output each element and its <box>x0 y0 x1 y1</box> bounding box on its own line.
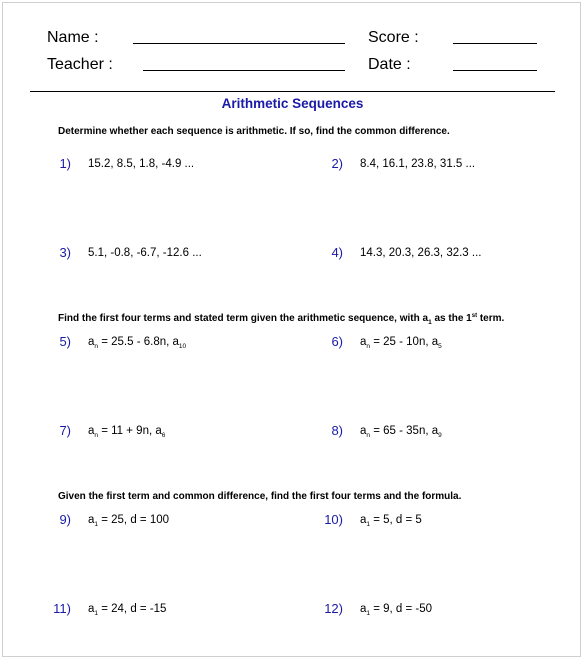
term-symbol: a <box>360 425 367 437</box>
problem-6-text <box>360 336 442 350</box>
score-blank-line[interactable] <box>453 43 537 44</box>
expression: = 11 + 9n, a <box>98 425 162 437</box>
subscript: 6 <box>161 432 166 439</box>
problem-number: 6) <box>331 334 343 349</box>
expression: = 24, d = -15 <box>98 603 167 615</box>
expression: = 25 - 10n, a <box>370 336 439 348</box>
problem-number: 11) <box>53 601 71 616</box>
worksheet-title: Arithmetic Sequences <box>221 96 364 111</box>
expression: = 25.5 - 6.8n, a <box>98 336 179 348</box>
problem-number: 9) <box>59 512 71 527</box>
problem-11-text <box>88 603 166 617</box>
date-blank-line[interactable] <box>453 70 537 71</box>
term-symbol: a <box>360 336 367 348</box>
problem-2-text: 8.4, 16.1, 23.8, 31.5 ... <box>360 158 476 170</box>
section-1-instruction: Determine whether each sequence is arithmetic. If so, find the common difference. <box>58 126 450 137</box>
problem-3-text: 5.1, -0.8, -6.7, -12.6 ... <box>88 247 202 259</box>
problem-number: 7) <box>59 423 71 438</box>
subscript: n <box>366 432 371 439</box>
expression: = 5, d = 5 <box>370 514 422 526</box>
problem-8-text <box>360 425 442 439</box>
problem-number: 2) <box>331 156 343 171</box>
problem-number: 5) <box>59 334 71 349</box>
date-label: Date : <box>368 56 411 73</box>
expression: = 9, d = -50 <box>370 603 433 615</box>
subscript: 1 <box>366 610 371 617</box>
problem-number: 10) <box>324 512 343 527</box>
teacher-blank-line[interactable] <box>143 70 345 71</box>
term-symbol: a <box>88 514 95 526</box>
name-label: Name : <box>47 29 99 46</box>
section-3-instruction: Given the first term and common difference, find the first four terms and the formula. <box>58 491 462 502</box>
subscript: n <box>94 343 99 350</box>
subscript: 1 <box>428 319 432 326</box>
term-symbol: a <box>88 336 95 348</box>
subscript: 5 <box>438 343 442 350</box>
problem-number: 4) <box>331 245 343 260</box>
problem-number: 3) <box>59 245 71 260</box>
problem-number: 1) <box>59 156 71 171</box>
name-blank-line[interactable] <box>133 43 345 44</box>
expression: = 65 - 35n, a <box>370 425 439 437</box>
instruction-text: Find the first four terms and stated term given the arithmetic sequence, with a <box>58 313 429 324</box>
subscript: n <box>94 432 99 439</box>
section-2-instruction <box>58 313 504 326</box>
problem-1-text: 15.2, 8.5, 1.8, -4.9 ... <box>88 158 195 170</box>
instruction-text: term. <box>477 313 505 324</box>
problem-number: 8) <box>331 423 343 438</box>
subscript: 1 <box>94 521 99 528</box>
term-symbol: a <box>88 425 95 437</box>
problem-4-text: 14.3, 20.3, 26.3, 32.3 ... <box>360 247 482 259</box>
problem-10-text <box>360 514 422 528</box>
term-symbol: a <box>360 603 367 615</box>
term-symbol: a <box>88 603 95 615</box>
subscript: n <box>366 343 371 350</box>
subscript: 9 <box>438 432 442 439</box>
problem-12-text <box>360 603 432 617</box>
subscript: 10 <box>178 343 187 350</box>
term-symbol: a <box>360 514 367 526</box>
problem-5-text <box>88 336 186 350</box>
subscript: 1 <box>366 521 371 528</box>
score-label: Score : <box>368 29 419 46</box>
problem-9-text <box>88 514 169 528</box>
problem-7-text <box>88 425 165 439</box>
subscript: 1 <box>94 610 99 617</box>
expression: = 25, d = 100 <box>98 514 170 526</box>
problem-number: 12) <box>324 601 343 616</box>
teacher-label: Teacher : <box>47 56 113 73</box>
header-divider <box>30 91 555 92</box>
superscript: st <box>471 313 478 319</box>
instruction-text: as the 1 <box>431 313 472 324</box>
